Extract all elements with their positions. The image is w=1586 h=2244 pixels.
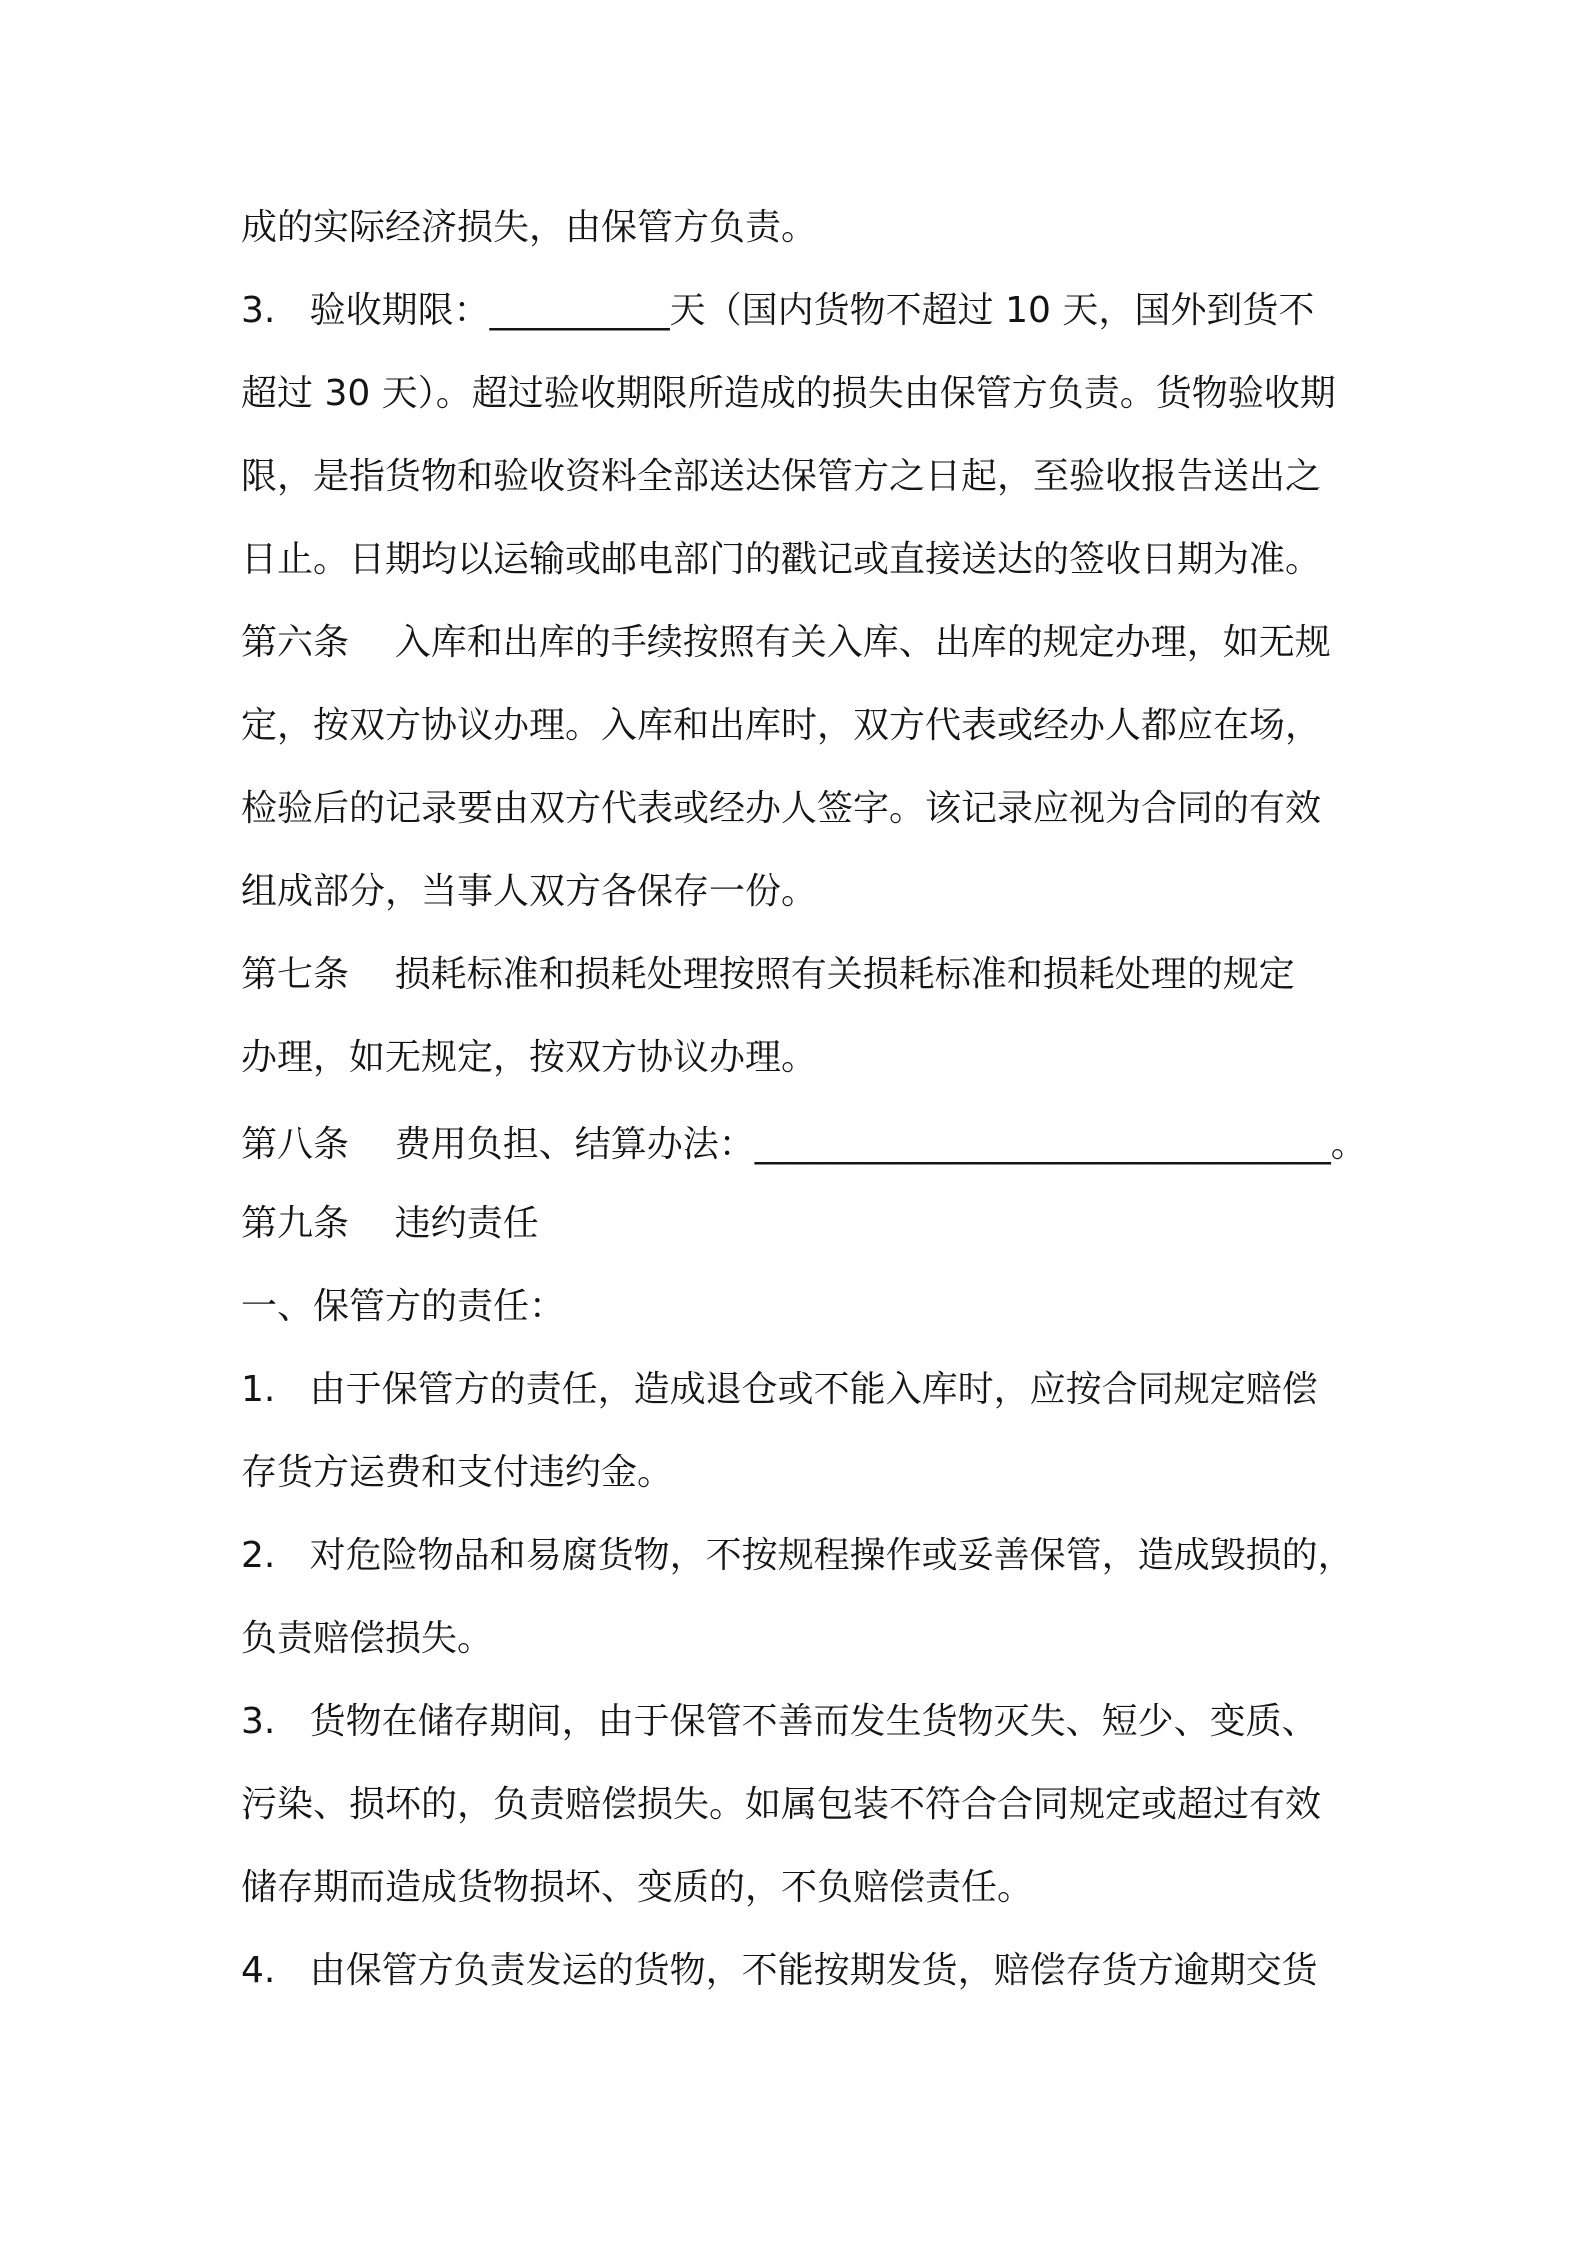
text-line: 第九条 违约责任 — [241, 1203, 539, 1244]
text-line: 负责赔偿损失。 — [241, 1618, 494, 1659]
text-line: 日止。日期均以运输或邮电部门的戳记或直接送达的签收日期为准。 — [241, 539, 1322, 580]
text-line: 4. 由保管方负责发运的货物，不能按期发货，赔偿存货方逾期交货 — [241, 1950, 1318, 1991]
text-line: 定，按双方协议办理。入库和出库时，双方代表或经办人都应在场， — [241, 705, 1322, 746]
text-line: 超过 30 天）。超过验收期限所造成的损失由保管方负责。货物验收期 — [241, 373, 1336, 414]
text-line: 污染、损坏的，负责赔偿损失。如属包装不符合合同规定或超过有效 — [241, 1784, 1322, 1825]
text-line: 一、保管方的责任： — [241, 1286, 566, 1327]
text-line: 组成部分，当事人双方各保存一份。 — [241, 871, 818, 912]
text-line: 存货方运费和支付违约金。 — [241, 1452, 674, 1493]
text-line: 第八条 费用负担、结算办法：________________________________。 — [241, 1124, 1367, 1165]
text-line: 2. 对危险物品和易腐货物，不按规程操作或妥善保管，造成毁损的， — [241, 1535, 1354, 1576]
text-line: 限，是指货物和验收资料全部送达保管方之日起，至验收报告送出之 — [241, 456, 1322, 497]
text-line: 3. 货物在储存期间，由于保管不善而发生货物灭失、短少、变质、 — [241, 1701, 1318, 1742]
text-line: 成的实际经济损失，由保管方负责。 — [241, 207, 818, 248]
text-line: 第七条 损耗标准和损耗处理按照有关损耗标准和损耗处理的规定 — [241, 954, 1295, 995]
text-line: 储存期而造成货物损坏、变质的，不负赔偿责任。 — [241, 1867, 1034, 1908]
text-line: 检验后的记录要由双方代表或经办人签字。该记录应视为合同的有效 — [241, 788, 1322, 829]
text-line: 1. 由于保管方的责任，造成退仓或不能入库时，应按合同规定赔偿 — [241, 1369, 1318, 1410]
text-line: 第六条 入库和出库的手续按照有关入库、出库的规定办理，如无规 — [241, 622, 1331, 663]
text-line: 3. 验收期限：__________天（国内货物不超过 10 天，国外到货不 — [241, 290, 1315, 331]
text-line: 办理，如无规定，按双方协议办理。 — [241, 1037, 818, 1078]
